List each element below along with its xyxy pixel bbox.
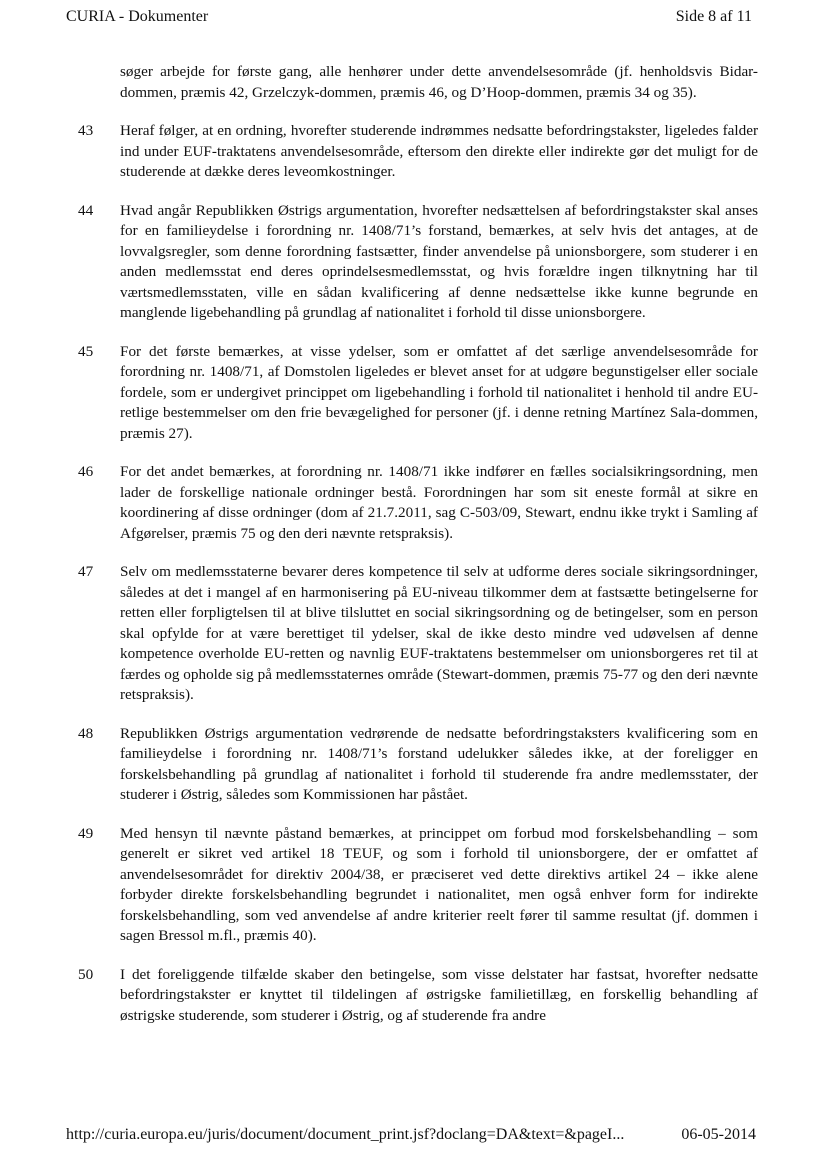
paragraph-number: 43: [78, 122, 94, 139]
paragraph-47: [78, 562, 758, 706]
page-header: [66, 8, 752, 26]
page-number: Side 8 af 11: [675, 8, 752, 25]
paragraph-text: Selv om medlemsstaterne bevarer deres kompetence til selv at udforme deres sociale sikringsordninger, således at det i mangel af en harmonisering på EU-niveau tilkommer dem at fastsætte betingelserne for retten eller forpligtelsen til at blive tilsluttet en social sikringsordning og de betingelser, som en person skal opfylde for at være berettiget til ydelser, skal de ikke desto mindre ved udøvelsen af denne kompetence overholde EU-retten og navnlig EUF-traktatens bestemmelser om unionsborgeres ret til at færdes og opholde sig på medlemsstaternes område (Stewart-dommen, præmis 75-77 og den deri nævnte retspraksis).: [120, 563, 758, 703]
paragraph-text: Hvad angår Republikken Østrigs argumentation, hvorefter nedsættelsen af befordringstakster skal anses for en familieydelse i forordning nr. 1408/71’s forstand, bemærkes, at selv hvis det antages, at de lovvalgsregler, som denne forordning fastsætter, finder anvendelse på unionsborgere, som studerer i en anden medlemsstat end deres oprindelsesmedlemsstat, og hvis forældre ingen tilknytning har til værtsmedlemsstaten, ville en sådan kvalificering af denne nedsættelse ikke kunne begrunde en manglende ligebehandling på grundlag af nationalitet i forhold til disse unionsborgere.: [120, 201, 758, 321]
document-body: [78, 62, 758, 1044]
paragraph-number: 48: [78, 724, 94, 742]
paragraph-44: [78, 201, 758, 324]
paragraph-text: I det foreliggende tilfælde skaber den betingelse, som visse delstater har fastsat, hvorefter nedsatte befordringstakster er knyttet til tildelingen af østrigske familietillæg, en forskellig behandling af østrigske studerende, som studerer i Østrig, og af studerende fra andre: [120, 965, 758, 1024]
paragraph-number: 44: [78, 201, 94, 219]
paragraph-45: [78, 342, 758, 445]
paragraph-number: 50: [78, 965, 94, 983]
paragraph-text: Med hensyn til nævnte påstand bemærkes, at princippet om forbud mod forskelsbehandling – som generelt er sikret ved artikel 18 TEUF, og som i forhold til unionsborgere, der er omfattet af anvendelsesområdet for direktiv 2004/38, er præciseret ved dette direktivs artikel 24 – ikke alene forbyder direkte forskelsbehandling begrundet i nationalitet, men også enhver form for indirekte forskelsbehandling, som ved anvendelse af andre kriterier reelt fører til samme resultat (jf. dommen i sagen Bressol m.fl., præmis 40).: [120, 824, 758, 944]
paragraph-number: 47: [78, 563, 94, 580]
paragraph-48: [78, 724, 758, 806]
paragraph-43: [78, 121, 758, 183]
site-title: CURIA - Dokumenter: [66, 8, 209, 25]
paragraph-text: For det første bemærkes, at visse ydelser, som er omfattet af det særlige anvendelsesområde for forordning nr. 1408/71, af Domstolen ligeledes er blevet anset for at udgøre begunstigelser eller sociale fordele, som er undergivet princippet om ligebehandling i forhold til nationalitet i henhold til andre EU-retlige bestemmelser om den frie bevægelighed for personer (jf. i denne retning Martínez Sala-dommen, præmis 27).: [120, 342, 758, 442]
paragraph-number: 49: [78, 824, 94, 842]
footer-date: 06-05-2014: [681, 1126, 756, 1143]
paragraph-46: [78, 462, 758, 544]
paragraph-49: [78, 824, 758, 947]
paragraph-text: Republikken Østrigs argumentation vedrørende de nedsatte befordringstaksters kvalificering som en familieydelse i forordning nr. 1408/71’s forstand udelukker således ikke, at der foreligger en forskelsbehandling på grundlag af nationalitet i forhold til studerende fra andre medlemsstater, der studerer i Østrig, således som Kommissionen har påstået.: [120, 724, 758, 803]
intro-text: søger arbejde for første gang, alle henhører under dette anvendelsesområde (jf. henholdsvis Bidar-dommen, præmis 42, Grzelczyk-dommen, præmis 46, og D’Hoop-dommen, præmis 34 og 35).: [120, 63, 758, 101]
paragraph-text: For det andet bemærkes, at forordning nr. 1408/71 ikke indfører en fælles socialsikringsordning, men lader de forskellige nationale ordninger bestå. Forordningen har som sit eneste formål at sikre en koordinering af disse ordninger (dom af 21.7.2011, sag C-503/09, Stewart, endnu ikke trykt i Samling af Afgørelser, præmis 75 og den deri nævnte retspraksis).: [120, 463, 758, 542]
paragraph-50: [78, 965, 758, 1027]
paragraph-number: 45: [78, 342, 94, 360]
paragraph-text: Heraf følger, at en ordning, hvorefter studerende indrømmes nedsatte befordringstakster, ligeledes falder ind under EUF-traktatens anvendelsesområde, eftersom den direkte eller indirekte gør det muligt for de studerende at dække deres leveomkostninger.: [120, 122, 758, 180]
paragraph-number: 46: [78, 463, 94, 480]
page-footer: [66, 1126, 756, 1144]
footer-url: http://curia.europa.eu/juris/document/document_print.jsf?doclang=DA&text=&pageI...: [66, 1126, 625, 1143]
